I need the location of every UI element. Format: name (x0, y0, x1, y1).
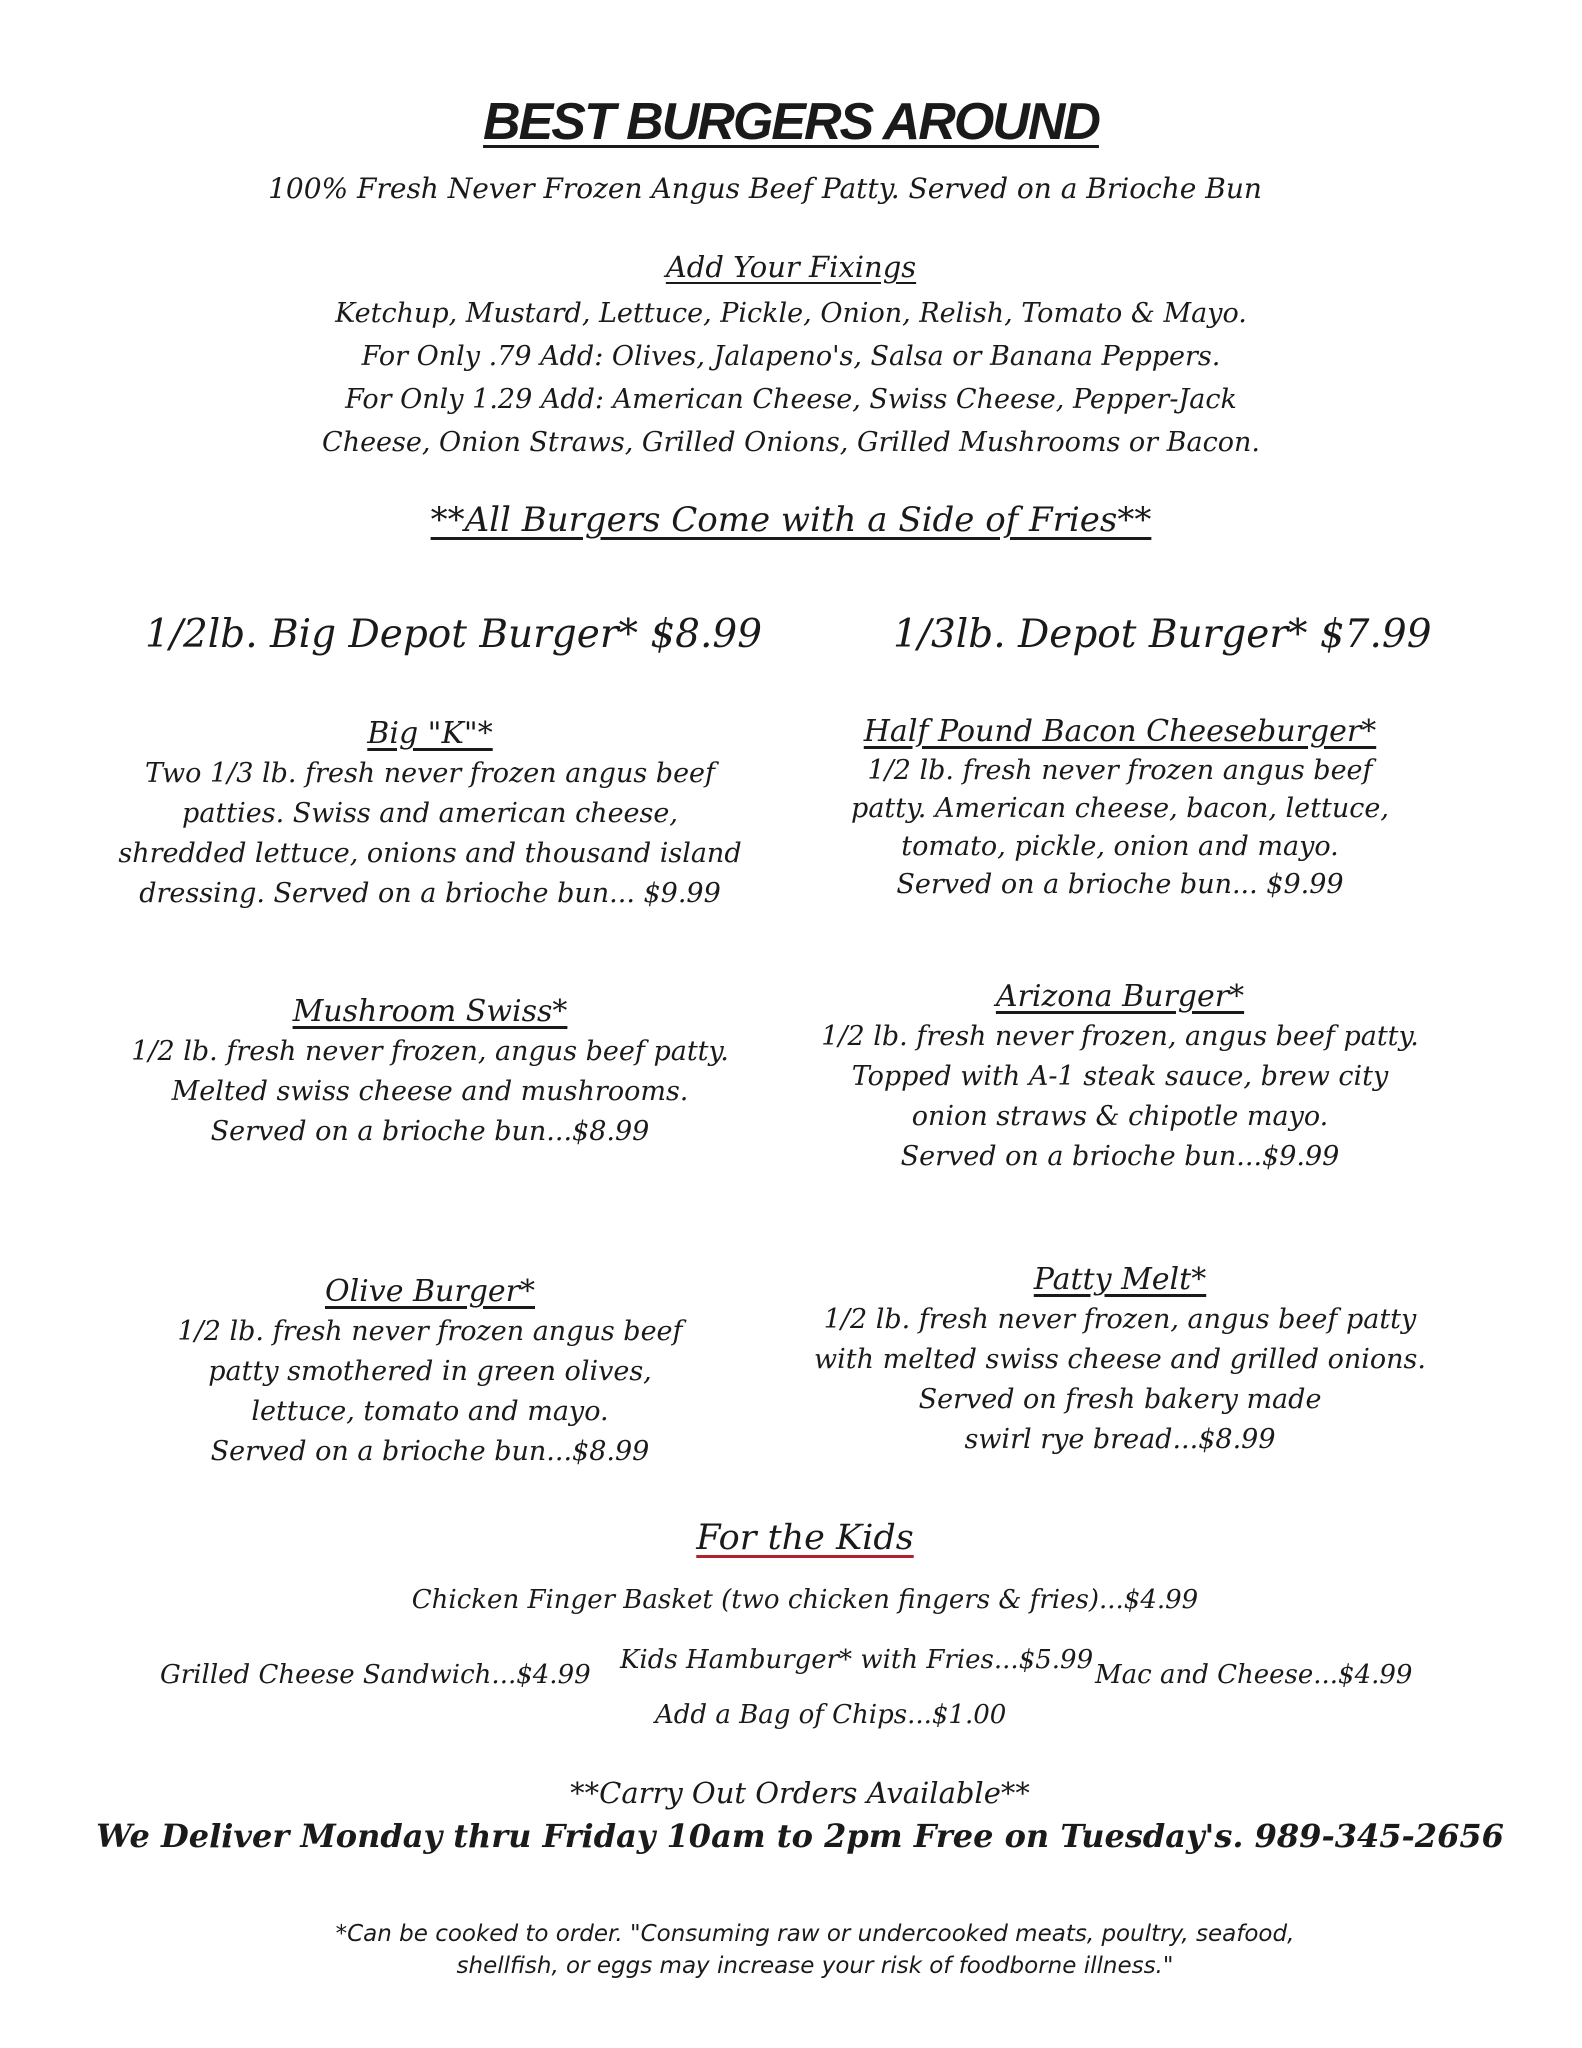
item-desc-line: 1/2 lb. fresh never frozen angus beef (867, 755, 1373, 786)
kids-heading: For the Kids (696, 1518, 914, 1558)
fixings-line: Cheese, Onion Straws, Grilled Onions, Grilled Mushrooms or Bacon. (322, 427, 1260, 458)
item-name: Mushroom Swiss* (292, 994, 568, 1029)
kids-item-hamburger: Kids Hamburger* with Fries...$5.99 (620, 1645, 1094, 1675)
disclaimer-line: *Can be cooked to order. "Consuming raw or undercooked meats, poultry, seafood, (335, 1921, 1295, 1947)
item-desc-line: patty. American cheese, bacon, lettuce, (851, 793, 1389, 824)
item-name: Half Pound Bacon Cheeseburger* (863, 714, 1377, 749)
item-desc-line: with melted swiss cheese and grilled onions. (814, 1344, 1426, 1375)
item-name: Patty Melt* (1033, 1262, 1207, 1297)
item-desc-line: shredded lettuce, onions and thousand island (118, 838, 742, 869)
menu-item-olive-burger (100, 1272, 760, 1472)
kids-item-grilled-cheese: Grilled Cheese Sandwich...$4.99 (160, 1660, 591, 1690)
kids-item-bag-of-chips: Add a Bag of Chips...$1.00 (655, 1700, 1007, 1730)
item-desc-line: patties. Swiss and american cheese, (182, 798, 678, 829)
fixings-heading: Add Your Fixings (665, 250, 917, 284)
item-desc-line: Served on a brioche bun...$9.99 (900, 1141, 1340, 1172)
menu-item-big-k (100, 714, 760, 914)
item-desc-line: 1/2 lb. fresh never frozen, angus beef patty. (131, 1036, 729, 1067)
item-desc-line: Two 1/3 lb. fresh never frozen angus beef (144, 758, 716, 789)
item-desc-line: Topped with A-1 steak sauce, brew city (851, 1061, 1389, 1092)
item-name: Olive Burger* (324, 1274, 536, 1309)
item-name: Arizona Burger* (995, 979, 1245, 1014)
kids-item-chicken-basket: Chicken Finger Basket (two chicken fingers & fries)...$4.99 (411, 1585, 1199, 1615)
item-name: Big "K"* (367, 716, 493, 751)
fixings-line: For Only 1.29 Add: American Cheese, Swiss Cheese, Pepper-Jack (345, 384, 1237, 415)
item-desc-line: Served on fresh bakery made (918, 1384, 1322, 1415)
kids-item-mac-and-cheese: Mac and Cheese...$4.99 (1095, 1660, 1413, 1690)
size-option-half-pound: 1/2lb. Big Depot Burger* $8.99 (145, 612, 763, 657)
delivery-note: We Deliver Monday thru Friday 10am to 2pm Free on Tuesday's. 989-345-2656 (96, 1817, 1504, 1855)
fixings-line: Ketchup, Mustard, Lettuce, Pickle, Onion, Relish, Tomato & Mayo. (335, 298, 1247, 329)
item-desc-line: dressing. Served on a brioche bun... $9.99 (139, 878, 721, 909)
size-option-third-pound: 1/3lb. Depot Burger* $7.99 (893, 612, 1432, 657)
menu-item-patty-melt (800, 1260, 1440, 1460)
menu-item-bacon-cheeseburger (800, 712, 1440, 904)
item-desc-line: Served on a brioche bun... $9.99 (896, 869, 1344, 900)
item-desc-line: Melted swiss cheese and mushrooms. (171, 1076, 689, 1107)
disclaimer-line: shellfish, or eggs may increase your risk of foodborne illness." (456, 1953, 1174, 1979)
menu-title: BEST BURGERS AROUND (483, 93, 1099, 151)
fixings-line: For Only .79 Add: Olives, Jalapeno's, Salsa or Banana Peppers. (361, 341, 1221, 372)
item-desc-line: 1/2 lb. fresh never frozen angus beef (177, 1316, 683, 1347)
item-desc-line: tomato, pickle, onion and mayo. (901, 831, 1339, 862)
carry-out-note: **Carry Out Orders Available** (570, 1776, 1030, 1810)
menu-subtitle: 100% Fresh Never Frozen Angus Beef Patty. Served on a Brioche Bun (268, 172, 1262, 205)
item-desc-line: onion straws & chipotle mayo. (911, 1101, 1329, 1132)
item-desc-line: 1/2 lb. fresh never frozen, angus beef patty. (821, 1021, 1419, 1052)
item-desc-line: lettuce, tomato and mayo. (251, 1396, 609, 1427)
item-desc-line: 1/2 lb. fresh never frozen, angus beef patty (823, 1304, 1417, 1335)
food-safety-disclaimer (0, 1918, 1582, 1982)
menu-item-arizona-burger (800, 977, 1440, 1177)
item-desc-line: Served on a brioche bun...$8.99 (210, 1116, 650, 1147)
fries-note: **All Burgers Come with a Side of Fries** (430, 500, 1152, 540)
item-desc-line: patty smothered in green olives, (208, 1356, 652, 1387)
menu-item-mushroom-swiss (100, 992, 760, 1152)
item-desc-line: swirl rye bread...$8.99 (964, 1424, 1276, 1455)
item-desc-line: Served on a brioche bun...$8.99 (210, 1436, 650, 1467)
